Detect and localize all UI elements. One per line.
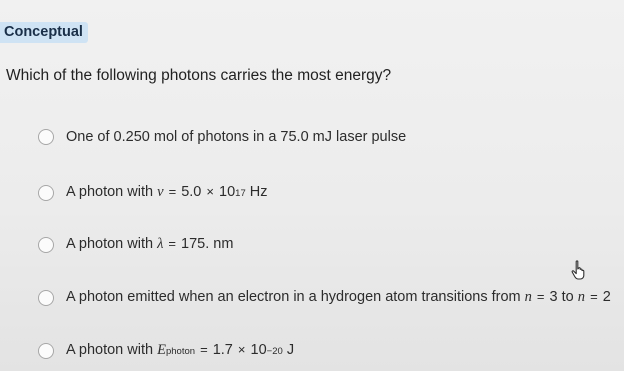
option-label-1	[66, 129, 406, 145]
option-label-5: A photon with E photon = 1.7 × 10 −20 J	[66, 342, 295, 358]
times-sign: ×	[206, 184, 214, 199]
answer-option-3[interactable]	[38, 236, 233, 253]
option-label-4	[66, 289, 611, 306]
times-sign: ×	[237, 342, 246, 357]
equals-sign: =	[536, 289, 545, 304]
energy-unit: J	[286, 342, 295, 358]
equals-sign: =	[168, 184, 177, 199]
frequency-mantissa: 5.0	[181, 184, 202, 200]
option-4-prefix: A photon emitted when an electron in a hydrogen atom transitions from	[66, 289, 521, 305]
category-badge: Conceptual	[0, 22, 88, 43]
frequency-unit: Hz	[249, 184, 268, 200]
answer-option-4[interactable]	[38, 289, 611, 306]
option-1-text: One of 0.250 mol of photons in a 75.0 mJ laser pulse	[66, 129, 407, 145]
option-2-prefix: A photon with	[66, 184, 154, 200]
option-3-prefix: A photon with	[66, 236, 154, 252]
option-label-2: A photon with v = 5.0 × 10 17 Hz	[66, 184, 268, 200]
radio-button-1[interactable]	[38, 129, 54, 145]
power-base: 10	[250, 342, 267, 358]
option-label-3	[66, 236, 233, 253]
radio-button-4[interactable]	[38, 290, 54, 306]
answer-option-1[interactable]	[38, 129, 406, 145]
initial-level-symbol: n	[524, 289, 532, 305]
energy-mantissa: 1.7	[212, 342, 233, 358]
radio-button-2[interactable]	[38, 185, 54, 201]
initial-level-value: 3	[549, 289, 558, 305]
answer-option-5[interactable]	[38, 342, 294, 359]
frequency-symbol: v	[157, 184, 164, 200]
equals-sign: =	[200, 342, 208, 357]
to-word: to	[561, 289, 574, 305]
equals-sign: =	[168, 236, 177, 251]
question-text: Which of the following photons carries the most energy?	[6, 67, 392, 84]
wavelength-symbol: λ	[157, 236, 164, 252]
equals-sign: =	[590, 289, 598, 304]
radio-button-3[interactable]	[38, 237, 54, 253]
energy-symbol: E	[157, 342, 166, 358]
answer-option-2[interactable]	[38, 184, 268, 201]
radio-button-5[interactable]	[38, 343, 54, 359]
power-base: 10	[219, 184, 236, 200]
option-5-prefix: A photon with	[66, 342, 154, 358]
wavelength-value: 175. nm	[181, 236, 234, 252]
final-level-symbol: n	[577, 289, 586, 305]
hand-cursor-icon	[571, 260, 587, 280]
final-level-value: 2	[602, 289, 611, 305]
